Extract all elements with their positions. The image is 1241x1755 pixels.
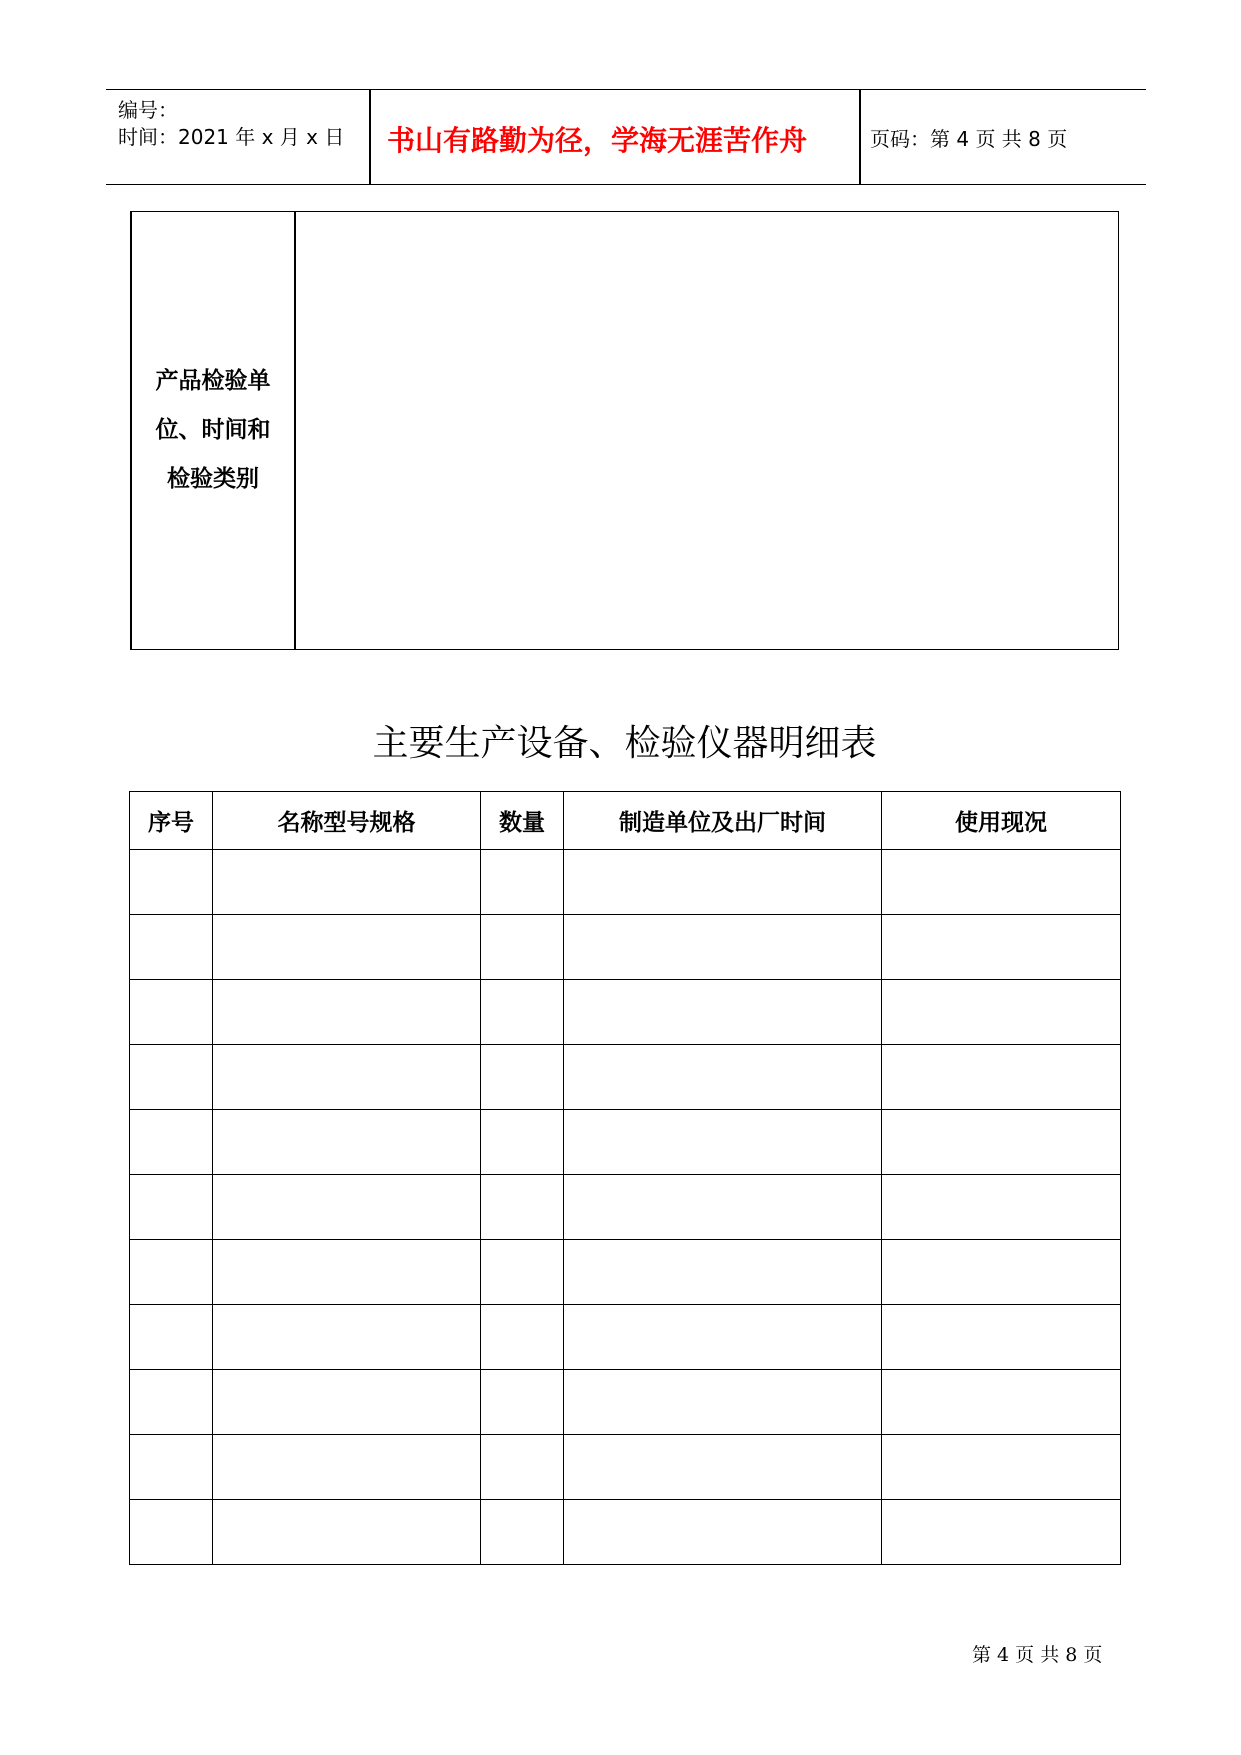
cell-status[interactable] bbox=[882, 1175, 1121, 1240]
cell-manufacturer[interactable] bbox=[564, 980, 882, 1045]
cell-name-model[interactable] bbox=[213, 915, 481, 980]
cell-index[interactable] bbox=[130, 915, 213, 980]
header-divider bbox=[859, 90, 861, 184]
cell-index[interactable] bbox=[130, 850, 213, 915]
cell-name-model[interactable] bbox=[213, 1110, 481, 1175]
cell-name-model[interactable] bbox=[213, 1435, 481, 1500]
cell-status[interactable] bbox=[882, 850, 1121, 915]
cell-status[interactable] bbox=[882, 1500, 1121, 1565]
equipment-table bbox=[129, 791, 1121, 1565]
cell-name-model[interactable] bbox=[213, 1175, 481, 1240]
table-row bbox=[130, 1370, 1121, 1435]
cell-quantity[interactable] bbox=[481, 915, 564, 980]
cell-index[interactable] bbox=[130, 1370, 213, 1435]
table-row bbox=[130, 1045, 1121, 1110]
table-header-row bbox=[130, 792, 1121, 850]
inspection-info-box bbox=[130, 211, 1119, 650]
cell-manufacturer[interactable] bbox=[564, 1045, 882, 1110]
cell-quantity[interactable] bbox=[481, 1500, 564, 1565]
table-row bbox=[130, 1500, 1121, 1565]
cell-quantity[interactable] bbox=[481, 1110, 564, 1175]
cell-quantity[interactable] bbox=[481, 1435, 564, 1500]
cell-manufacturer[interactable] bbox=[564, 1175, 882, 1240]
table-title: 主要生产设备、检验仪器明细表 bbox=[372, 723, 877, 764]
header-motto: 书山有路勤为径，学海无涯苦作舟 bbox=[386, 124, 807, 157]
cell-index[interactable] bbox=[130, 1045, 213, 1110]
cell-index[interactable] bbox=[130, 1175, 213, 1240]
cell-manufacturer[interactable] bbox=[564, 1435, 882, 1500]
cell-quantity[interactable] bbox=[481, 1045, 564, 1110]
table-row bbox=[130, 1240, 1121, 1305]
page-footer: 第 4 页 共 8 页 bbox=[972, 1644, 1103, 1666]
inspection-content-field[interactable] bbox=[296, 212, 1118, 649]
cell-manufacturer[interactable] bbox=[564, 1110, 882, 1175]
inspection-label-line: 位、时间和 bbox=[155, 417, 271, 443]
cell-name-model[interactable] bbox=[213, 1305, 481, 1370]
cell-status[interactable] bbox=[882, 1110, 1121, 1175]
cell-manufacturer[interactable] bbox=[564, 1370, 882, 1435]
inspection-label-line: 检验类别 bbox=[167, 466, 259, 492]
cell-manufacturer[interactable] bbox=[564, 1305, 882, 1370]
cell-name-model[interactable] bbox=[213, 1370, 481, 1435]
document-date: 时间：2021 年 x 月 x 日 bbox=[118, 125, 345, 149]
cell-manufacturer[interactable] bbox=[564, 1500, 882, 1565]
table-row bbox=[130, 980, 1121, 1045]
cell-name-model[interactable] bbox=[213, 980, 481, 1045]
cell-index[interactable] bbox=[130, 1240, 213, 1305]
column-header-manufacturer: 制造单位及出厂时间 bbox=[564, 792, 882, 850]
document-code-label: 编号： bbox=[118, 98, 178, 122]
cell-index[interactable] bbox=[130, 1110, 213, 1175]
inspection-label bbox=[132, 357, 294, 504]
cell-quantity[interactable] bbox=[481, 1240, 564, 1305]
cell-name-model[interactable] bbox=[213, 850, 481, 915]
cell-status[interactable] bbox=[882, 1240, 1121, 1305]
cell-quantity[interactable] bbox=[481, 1305, 564, 1370]
table-row bbox=[130, 1175, 1121, 1240]
cell-index[interactable] bbox=[130, 1435, 213, 1500]
column-header-quantity: 数量 bbox=[481, 792, 564, 850]
cell-quantity[interactable] bbox=[481, 850, 564, 915]
cell-index[interactable] bbox=[130, 980, 213, 1045]
cell-name-model[interactable] bbox=[213, 1045, 481, 1110]
table-row bbox=[130, 1305, 1121, 1370]
inspection-label-line: 产品检验单 bbox=[155, 368, 271, 394]
column-header-index: 序号 bbox=[130, 792, 213, 850]
cell-manufacturer[interactable] bbox=[564, 1240, 882, 1305]
column-header-status: 使用现况 bbox=[882, 792, 1121, 850]
cell-status[interactable] bbox=[882, 1305, 1121, 1370]
table-row bbox=[130, 1110, 1121, 1175]
header-page-info: 页码：第 4 页 共 8 页 bbox=[870, 127, 1068, 151]
cell-status[interactable] bbox=[882, 1435, 1121, 1500]
cell-status[interactable] bbox=[882, 915, 1121, 980]
table-row bbox=[130, 1435, 1121, 1500]
cell-name-model[interactable] bbox=[213, 1500, 481, 1565]
cell-index[interactable] bbox=[130, 1500, 213, 1565]
cell-status[interactable] bbox=[882, 980, 1121, 1045]
cell-manufacturer[interactable] bbox=[564, 915, 882, 980]
column-header-name-model: 名称型号规格 bbox=[213, 792, 481, 850]
table-row bbox=[130, 915, 1121, 980]
cell-quantity[interactable] bbox=[481, 1370, 564, 1435]
page-header bbox=[106, 89, 1146, 185]
cell-name-model[interactable] bbox=[213, 1240, 481, 1305]
equipment-table-body bbox=[130, 850, 1121, 1565]
cell-quantity[interactable] bbox=[481, 1175, 564, 1240]
table-row bbox=[130, 850, 1121, 915]
cell-quantity[interactable] bbox=[481, 980, 564, 1045]
cell-manufacturer[interactable] bbox=[564, 850, 882, 915]
cell-status[interactable] bbox=[882, 1370, 1121, 1435]
cell-status[interactable] bbox=[882, 1045, 1121, 1110]
cell-index[interactable] bbox=[130, 1305, 213, 1370]
